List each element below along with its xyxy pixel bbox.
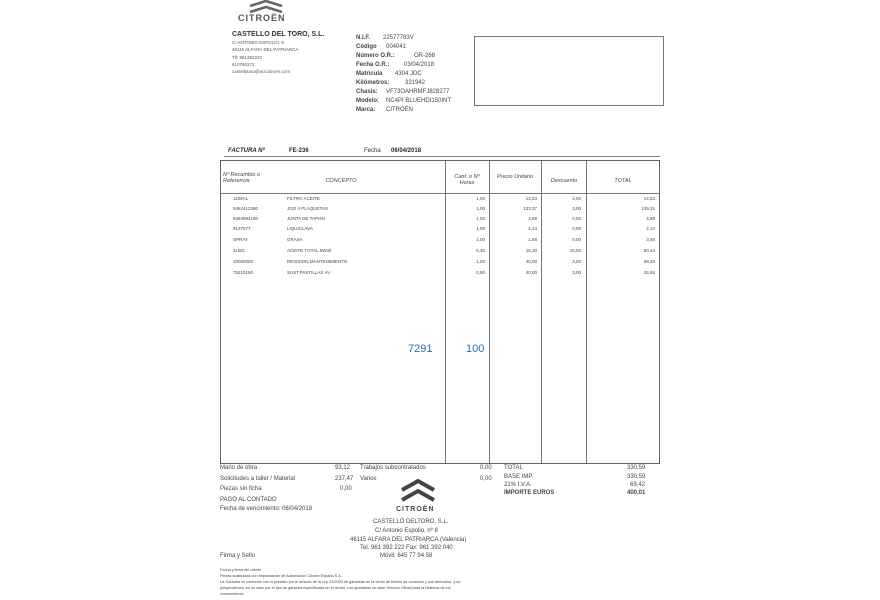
numero-or-label: Número O.R.: [356, 53, 395, 59]
total-value: 330,59 [627, 465, 646, 471]
col-header-ref: Nº Recambio o Referencia [223, 172, 260, 184]
row-desc: 3,00 [572, 206, 581, 211]
mano-obra-value: 93,12 [335, 465, 351, 471]
chasis-label: Chasis: [356, 89, 378, 95]
row-total: 80,44 [643, 248, 655, 253]
row-total: 4,89 [646, 216, 655, 221]
fecha-or-value: 03/04/2018 [404, 62, 435, 68]
column-divider [489, 161, 490, 463]
footer-address: C/ Antonio Espolio, nº 8 [375, 528, 438, 534]
chasis-value: VF73OAHRMFJ828277 [386, 89, 450, 95]
company-info [232, 31, 324, 74]
header-underline [221, 193, 659, 194]
importe-label: IMPORTE EUROS [504, 490, 555, 496]
row-cant: 1,00 [476, 226, 485, 231]
row-ref: 1109AL [233, 196, 249, 201]
row-concepto: LIQUICLAVA [287, 226, 313, 231]
legal-line: Piezas sustituidas con Implantación de Automoción Citroen España S.A. [220, 574, 342, 578]
base-value: 330,59 [627, 474, 646, 480]
solicitudes-label: Solicitudes a taller / Material [220, 476, 296, 482]
row-precio: 15,30 [525, 248, 537, 253]
footer-company-name: CASTELLÓ DELTORO, S.L. [373, 519, 449, 525]
factura-value: FE-236 [289, 148, 309, 154]
factura-label: FACTURA Nº [228, 148, 265, 154]
firma-sello: Firma y Sello [220, 553, 256, 559]
overlay-number: 7291 [408, 343, 433, 355]
legal-line: La Garantía es conforme con lo previsto por el artículo de la Ley 23/2003 de garantías en la venta de bienes de consumo y sus derivados, y su [220, 580, 461, 584]
row-concepto: GRASA [287, 237, 303, 242]
pago-text: PAGO AL CONTADO [220, 497, 277, 503]
row-desc: 0,00 [572, 216, 581, 221]
row-concepto: JGO 4 PLAQUETAS [287, 206, 328, 211]
column-divider [586, 161, 587, 463]
row-ref: SPRAY [233, 237, 248, 242]
row-total: 34,92 [643, 270, 655, 275]
marca-value: CITROËN [386, 107, 413, 113]
nif-label: N.I.F. [356, 35, 371, 41]
row-desc: 0,00 [572, 226, 581, 231]
row-total: 129,31 [641, 206, 655, 211]
row-precio: 40,00 [525, 270, 537, 275]
row-ref: 5462412380 [233, 206, 259, 211]
row-ref: 9464894180 [233, 216, 259, 221]
row-ref: 9137577 [233, 226, 251, 231]
solicitudes-value: 237,47 [335, 476, 354, 482]
row-concepto: JUNTA DE TAPON [287, 216, 325, 221]
invoice-table [220, 160, 660, 464]
piezas-label: Piezas sin ficha [220, 486, 262, 492]
company-line: 46115 ALFARA DEL PATRIARCA [232, 47, 299, 53]
row-ref: 75210150 [233, 270, 254, 275]
row-concepto: REVISION MANTENIMIENTO [287, 259, 348, 264]
row-precio: 40,00 [525, 259, 537, 264]
row-total: 14,53 [643, 196, 655, 201]
row-cant: 1,00 [476, 216, 485, 221]
row-concepto: FILTRO ACEITE [287, 196, 320, 201]
base-label: BASE IMP. [504, 474, 534, 480]
row-desc: 0,00 [572, 237, 581, 242]
row-cant: 1,00 [476, 206, 485, 211]
piezas-value: 0,00 [340, 486, 352, 492]
nif-value: 22577783V [383, 35, 414, 41]
marca-label: Marca: [356, 107, 376, 113]
citroen-logo-top [236, 0, 296, 23]
footer-brand: CITROËN [396, 506, 435, 513]
kilometros-label: Kilómetros: [356, 80, 390, 86]
fecha-or-label: Fecha O.R.: [356, 62, 390, 68]
varios-label: Varios [360, 476, 377, 482]
codigo-value: 004041 [386, 44, 407, 50]
col-header-precio: Precio Unitario [496, 174, 534, 180]
row-precio: 14,53 [525, 196, 537, 201]
trabajos-label: Trabajos subcontratados [360, 465, 426, 471]
company-line: 610760272 [232, 61, 255, 67]
modelo-value: NC4PI BLUEHDI150INT [386, 98, 452, 104]
row-cant: 1,00 [476, 237, 485, 242]
fecha-label: Fecha [364, 148, 381, 154]
legal-line: Fecha y firma del cliente [220, 568, 262, 572]
brand-name: CITROËN [238, 13, 286, 23]
chevrons-icon [396, 478, 440, 504]
kilometros-value: 331942 [405, 80, 426, 86]
row-cant: 1,00 [476, 196, 485, 201]
company-line: Tlf: 961392222 [232, 54, 263, 60]
matricula-value: 4304 JDC [395, 71, 422, 77]
row-total: 58,20 [643, 259, 655, 264]
footer-phones: Tel. 961 392 222 Fax: 961 392 040 [360, 545, 453, 551]
row-ref: 10060000 [233, 259, 254, 264]
row-desc: 3,00 [572, 259, 581, 264]
row-precio: 2,14 [528, 226, 537, 231]
row-desc: 3,00 [572, 270, 581, 275]
citroen-logo-footer [396, 478, 440, 509]
company-name: CASTELLO DEL TORO, S.L. [232, 31, 325, 38]
chevrons-icon [236, 0, 296, 14]
col-header-descuento: Descuento [550, 178, 578, 184]
modelo-label: Modelo: [356, 98, 379, 104]
row-concepto: ACEITE TOTAL 5W30 [287, 248, 332, 253]
row-ref: 2LBO [233, 248, 245, 253]
row-cant: 0,90 [476, 270, 485, 275]
company-line: castellotoro@aol.citroen.com [232, 68, 291, 74]
row-precio: 133,37 [523, 206, 537, 211]
varios-value: 0,00 [480, 476, 492, 482]
importe-value: 400,01 [627, 490, 646, 496]
column-divider [445, 161, 446, 463]
footer-mobile: Móvil: 645 77 94 58 [380, 553, 433, 559]
row-precio: 4,89 [528, 216, 537, 221]
footer-city: 46115 ALFARA DEL PATRIARCA (Valencia) [350, 537, 467, 543]
row-total: 2,14 [646, 226, 655, 231]
legal-line: consumidores [220, 592, 244, 596]
vencimiento-text: Fecha de vencimiento: 06/04/2018 [220, 506, 313, 512]
company-line: C/ ANTONIO ESPOLIO, 8 [232, 40, 284, 46]
total-label: TOTAL [504, 465, 523, 471]
iva-label: 21% I.V.A. [504, 482, 532, 488]
row-cant: 5,30 [476, 248, 485, 253]
row-concepto: SUST.PASTILLAS AV [287, 270, 331, 275]
trabajos-value: 0,00 [480, 465, 492, 471]
row-precio: 1,68 [528, 237, 537, 242]
numero-or-value: OR-268 [414, 53, 436, 59]
matricula-label: Matrícula [356, 71, 383, 77]
row-total: 3,46 [646, 237, 655, 242]
fecha-value: 06/04/2018 [391, 148, 422, 154]
codigo-label: Código [356, 44, 377, 50]
row-cant: 1,50 [476, 259, 485, 264]
legal-line: jurisprudencia, en su caso por el tipo de garantía especificada en el recibo. Los apartados se citan Servicio Oficial para la Defensa de los [220, 586, 451, 590]
column-divider [541, 161, 542, 463]
mano-obra-label: Mano de obra [220, 465, 258, 471]
row-desc: 15,00 [569, 248, 581, 253]
header-divider [224, 156, 660, 157]
iva-value: 69,42 [630, 482, 646, 488]
client-address-box [474, 36, 664, 106]
overlay-number: 100 [466, 343, 485, 355]
col-header-total: TOTAL [614, 178, 632, 184]
col-header-horas: Cant. o Nº Horas [454, 174, 480, 186]
col-header-concepto: CONCEPTO [325, 178, 357, 184]
row-desc: 2,00 [572, 196, 581, 201]
